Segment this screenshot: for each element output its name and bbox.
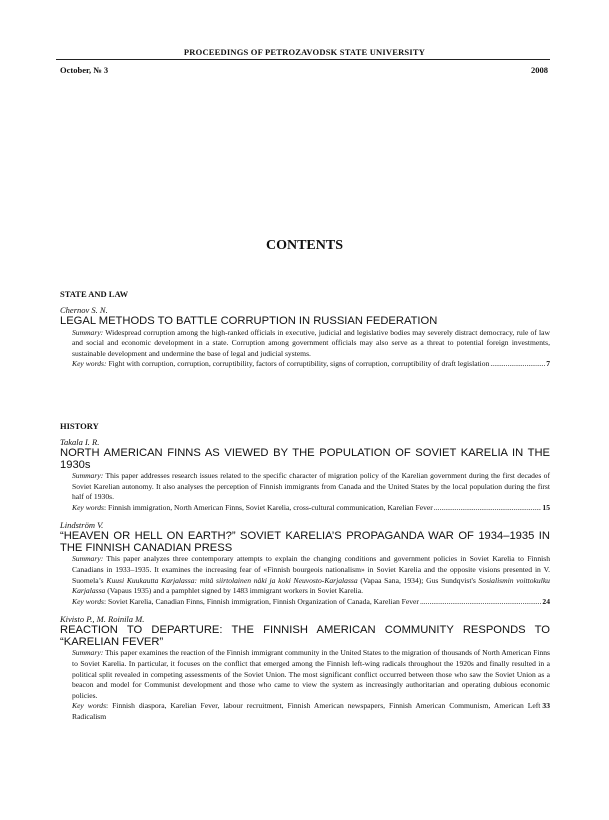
article-author: Takala I. R. <box>60 437 100 447</box>
keywords-label: Key words <box>72 502 104 512</box>
article-title: NORTH AMERICAN FINNS AS VIEWED BY THE POPULATION OF SOVIET KARELIA IN THE 1930s <box>60 447 550 471</box>
summary-text: Widespread corruption among the high-ranked officials in executive, judicial and legislative bodies may severely distract democracy, rule of law and social and economic development in a state. Corruption among government officials may also serve as a threat to potential foreign investments, sustainable development and undermine the base of legal and judicial systems. <box>72 327 550 358</box>
article-takala <box>60 437 550 513</box>
keywords-label: Key words: <box>72 359 107 369</box>
keywords-text: Finnish diaspora, Karelian Fever, labour recruitment, Finnish American newspapers, Finnish American Communism, American Left Radicalism <box>72 701 541 721</box>
article-author: Lindström V. <box>60 520 104 531</box>
leader-dots <box>490 359 545 370</box>
keywords-label: Key words <box>72 701 107 711</box>
book-title: Kuusi Kuukautta Karjalassa: mitä siirtolainen näki ja koki Neuvosto-Karjalassa <box>106 575 358 585</box>
page-number[interactable]: 7 <box>546 359 550 369</box>
journal-title: PROCEEDINGS OF PETROZAVODSK STATE UNIVERSITY <box>183 47 426 57</box>
leader-dots <box>434 503 542 514</box>
summary-text: (Vapaa Sana, 1934); Gus Sundqvist's <box>357 575 479 585</box>
leader-dots <box>420 597 541 608</box>
keywords-text: Soviet Karelia, Canadian Finns, Finnish immigration, Finnish Organization of Canada, Karelian Fever <box>108 596 419 606</box>
summary-text: This paper analyzes three contemporary attempts to explain the changing conditions and government policies in Soviet Karelia to Finnish Canadians in 1933–1935. It examines the increasing fear of «Finnish bourgeois nationalism» in Soviet Karelia and the opposite visions presented in V. Suomela’s <box>72 554 550 585</box>
summary-text: This paper addresses research issues related to the specific character of migration policy of the Karelian government during the first decades of Soviet Karelian autonomy. It also analyses the perception of Finnish immigrants from Canada and the United States by the local population during the first half of 1930s. <box>72 471 551 502</box>
issue-number: October, № 3 <box>60 65 109 75</box>
article-title: LEGAL METHODS TO BATTLE CORRUPTION IN RUSSIAN FEDERATION <box>60 315 438 327</box>
summary-label: Summary <box>72 648 101 658</box>
article-author: Kivisto P., M. Roinila M. <box>60 614 145 625</box>
article-keywords: Key words: Soviet Karelia, Canadian Finns, Finnish immigration, Finnish Organization of Canada, Karelian Fever ..... 24 <box>60 597 550 608</box>
article-title: REACTION TO DEPARTURE: THE FINNISH AMERICAN COMMUNITY RESPONDS TO “KARELIAN FEVER” <box>60 624 550 648</box>
article-summary <box>60 328 550 360</box>
header-rule <box>56 59 550 60</box>
article-summary: Summary: This paper analyzes three contemporary attempts to explain the changing conditions and government policies in Soviet Karelia to Finnish Canadians in 1933–1935. It examines the increasing fear of «Finnish bourgeois nationalism» in Soviet Karelia and the opposite visions presented in V. Suomela’s Kuusi Kuukautta Karjalassa: mitä siirtolainen näki ja koki Neuvosto-Karjalassa (Vapaa Sana, 1934); Gus Sundqvist's Sosialismin voittokulku Karjalassa (Vapaus 1935) and a pamphlet signed by 1483 immigrant workers in Soviet Karelia. <box>72 554 550 596</box>
article-chernov <box>60 305 550 370</box>
summary-label: Summary <box>72 471 101 480</box>
article-lindstrom <box>60 520 550 607</box>
article-keywords: Key words: Finnish immigration, North American Finns, Soviet Karelia, cross-cultural communication, Karelian Fever ..... 15 <box>60 503 550 514</box>
book-title: Sosialismin voittokulku Karjalassa <box>72 575 550 596</box>
summary-text: (Vapaus 1935) and a pamphlet signed by 1483 immigrant workers in Soviet Karelia. <box>105 586 364 596</box>
issue-year: 2008 <box>531 65 548 75</box>
keywords-text: Finnish immigration, North American Finns, Soviet Karelia, cross-cultural communication, Karelian Fever <box>108 502 433 512</box>
page-number[interactable]: 15 <box>542 502 550 512</box>
contents-heading: CONTENTS <box>265 238 344 253</box>
keywords-label: Key words <box>72 596 104 606</box>
summary-label: Summary: <box>72 327 104 337</box>
section-history <box>60 421 550 730</box>
article-title: “HEAVEN OR HELL ON EARTH?” SOVIET KARELIA’S PROPAGANDA WAR OF 1934–1935 IN THE FINNISH CANADIAN PRESS <box>60 530 550 554</box>
page-number[interactable]: 33 <box>542 701 550 711</box>
article-summary: Summary: This paper addresses research issues related to the specific character of migration policy of the Karelian government during the first decades of Soviet Karelian autonomy. It also analyses the perception of Finnish immigrants from Canada and the United States by the local population during the first half of 1930s. <box>72 471 551 502</box>
article-keywords <box>60 359 550 370</box>
article-kivisto <box>60 614 550 722</box>
article-keywords: Key words: Finnish diaspora, Karelian Fever, labour recruitment, Finnish American newspapers, Finnish American Communism, American Left Radicalism 33 <box>72 701 550 721</box>
section-title: STATE AND LAW <box>60 289 129 299</box>
keywords-text: Fight with corruption, corruption, corruptibility, factors of corruptibility, signs of corruption, corruptibility of draft legislation <box>108 359 490 369</box>
summary-text: This paper examines the reaction of the Finnish immigrant community in the United States to the migration of thousands of North American Finns to Soviet Karelia. In particular, it focuses on the conflict that emerged among the Finnish left-wing radicals throughout the 1920s and finally resulted in a political split revealed in competing assessments of the Soviet Union. The most significant conflict occurred between those who saw the Soviet Union as a beacon and model for Communist development and those who came to view the system as increasingly authoritarian and operating dubious economic policies. <box>72 648 550 700</box>
summary-label: Summary <box>72 554 101 564</box>
page-number[interactable]: 24 <box>542 596 550 606</box>
section-title: HISTORY <box>60 421 99 431</box>
section-state-and-law <box>60 289 550 377</box>
article-summary: Summary: This paper examines the reaction of the Finnish immigrant community in the United States to the migration of thousands of North American Finns to Soviet Karelia. In particular, it focuses on the conflict that emerged among the Finnish left-wing radicals throughout the 1920s and finally resulted in a political split revealed in competing assessments of the Soviet Union. The most significant conflict occurred between those who saw the Soviet Union as a beacon and model for Communist development and those who came to view the system as increasingly authoritarian and operating dubious economic policies. <box>72 648 550 700</box>
article-author: Chernov S. N. <box>60 305 108 315</box>
